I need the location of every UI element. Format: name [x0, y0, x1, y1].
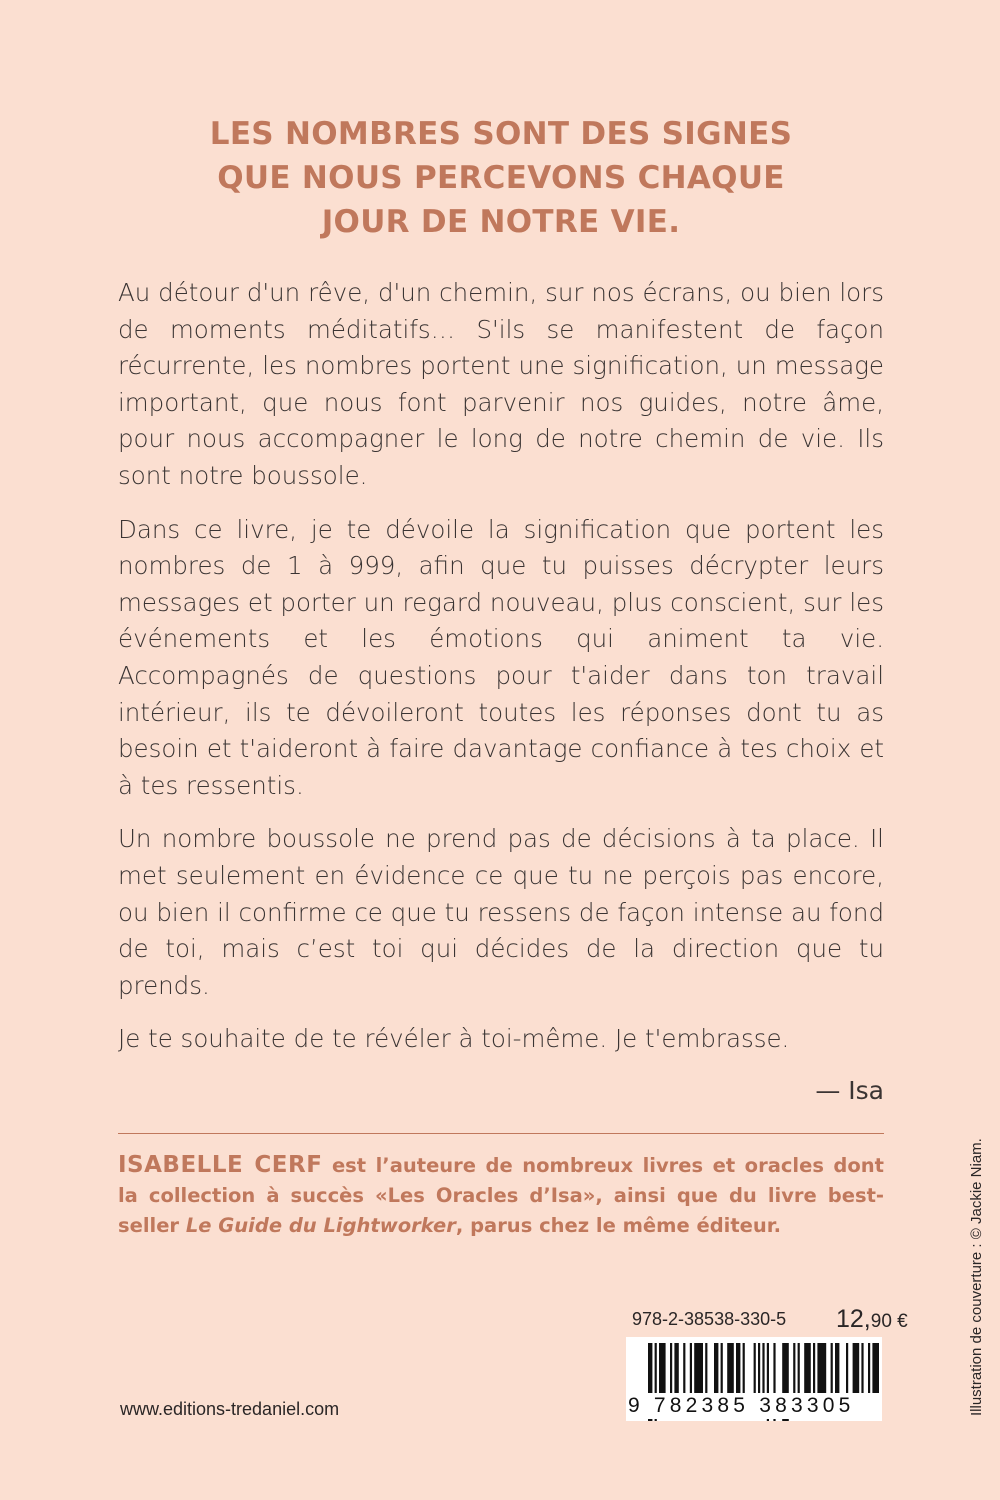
barcode-bar [798, 1343, 800, 1399]
paragraph-4: Je te souhaite de te révéler à toi-même. Je t'embrasse. [118, 1024, 790, 1054]
paragraph-1: Au détour d'un rêve, d'un chemin, sur nos écrans, ou bien lors de moments méditatifs… S'ils se manifestent de façon récurrente, les nombres portent une signification, un message important, que nous font parvenir nos guides, notre âme, pour nous accompagner le long de notre chemin de vie. Ils sont notre boussole. [118, 278, 884, 490]
barcode-bar [670, 1343, 672, 1399]
cover-illustration-credit: Illustration de couverture : © Jackie Niam. [968, 1138, 985, 1416]
barcode-bar [754, 1343, 756, 1399]
barcode-bar [872, 1343, 879, 1399]
paragraph-2: Dans ce livre, je te dévoile la signification que portent les nombres de 1 à 999, afin que tu puisses décrypter leurs messages et porter un regard nouveau, plus conscient, sur les événements et les émotions qui animent ta vie. Accompagnés de questions pour t'aider dans ton travail intérieur, ils te dévoileront toutes les réponses dont tu as besoin et t'aideront à faire davantage confiance à tes choix et à tes ressentis. [118, 514, 884, 800]
paragraph-3: Un nombre boussole ne prend pas de décisions à ta place. Il met seulement en évidence ce que tu ne perçois pas encore, ou bien il confirme ce que tu ressens de façon intense au fond de toi, mais c’est toi qui décides de la direction que tu prends. [118, 824, 884, 1000]
barcode-bar [817, 1343, 826, 1399]
barcode-bar [804, 1343, 811, 1399]
barcode-bar [835, 1343, 839, 1399]
headline-line-2: QUE NOUS PERCEVONS CHAQUE [217, 160, 785, 196]
barcode-bar [793, 1343, 795, 1399]
barcode-bar [868, 1343, 870, 1399]
barcode-bar [853, 1343, 860, 1399]
headline-line-1: LES NOMBRES SONT DES SIGNES [209, 116, 793, 152]
bio-text-after: , parus chez le même éditeur. [455, 1214, 782, 1237]
barcode-bar [846, 1343, 848, 1399]
headline-line-3: JOUR DE NOTRE VIE. [321, 204, 681, 240]
barcode-bar [683, 1343, 685, 1399]
barcode-bar [736, 1343, 740, 1399]
author-bio [118, 1150, 884, 1241]
barcode-bar [659, 1343, 666, 1399]
barcode-bar [721, 1343, 723, 1399]
price [836, 1305, 908, 1334]
price-whole: 12, [836, 1305, 871, 1333]
barcode-bar [714, 1343, 718, 1399]
blurb [118, 275, 884, 1109]
barcode-bar [743, 1343, 745, 1399]
barcode-bar [758, 1343, 760, 1399]
barcode-bar [705, 1343, 707, 1399]
barcode-bar [694, 1343, 703, 1399]
divider [118, 1133, 884, 1134]
barcode-bar [762, 1343, 764, 1399]
book-title: Le Guide du Lightworker [185, 1214, 456, 1237]
barcode-bar [861, 1343, 863, 1399]
price-cents: 90 € [870, 1311, 908, 1332]
barcode-bar [831, 1343, 833, 1399]
isbn: 978-2-38538-330-5 [632, 1309, 787, 1329]
bio-text-before: est l’auteure de nombreux livres et oracles dont la collection à succès «Les Oracles d’Isa», ainsi que du livre best-seller [118, 1154, 884, 1237]
isbn-price-row [628, 1305, 928, 1337]
signoff: — Isa [815, 1075, 884, 1105]
barcode-bar [674, 1343, 678, 1399]
publisher-website: www.editions-tredaniel.com [120, 1399, 340, 1419]
barcode-bar [690, 1343, 692, 1399]
author-name: ISABELLE CERF [118, 1152, 323, 1178]
barcode-bar [727, 1343, 734, 1399]
barcode-digits: 9 782385 383305 [628, 1393, 882, 1419]
headline [118, 112, 884, 244]
barcode-bar [813, 1343, 815, 1399]
